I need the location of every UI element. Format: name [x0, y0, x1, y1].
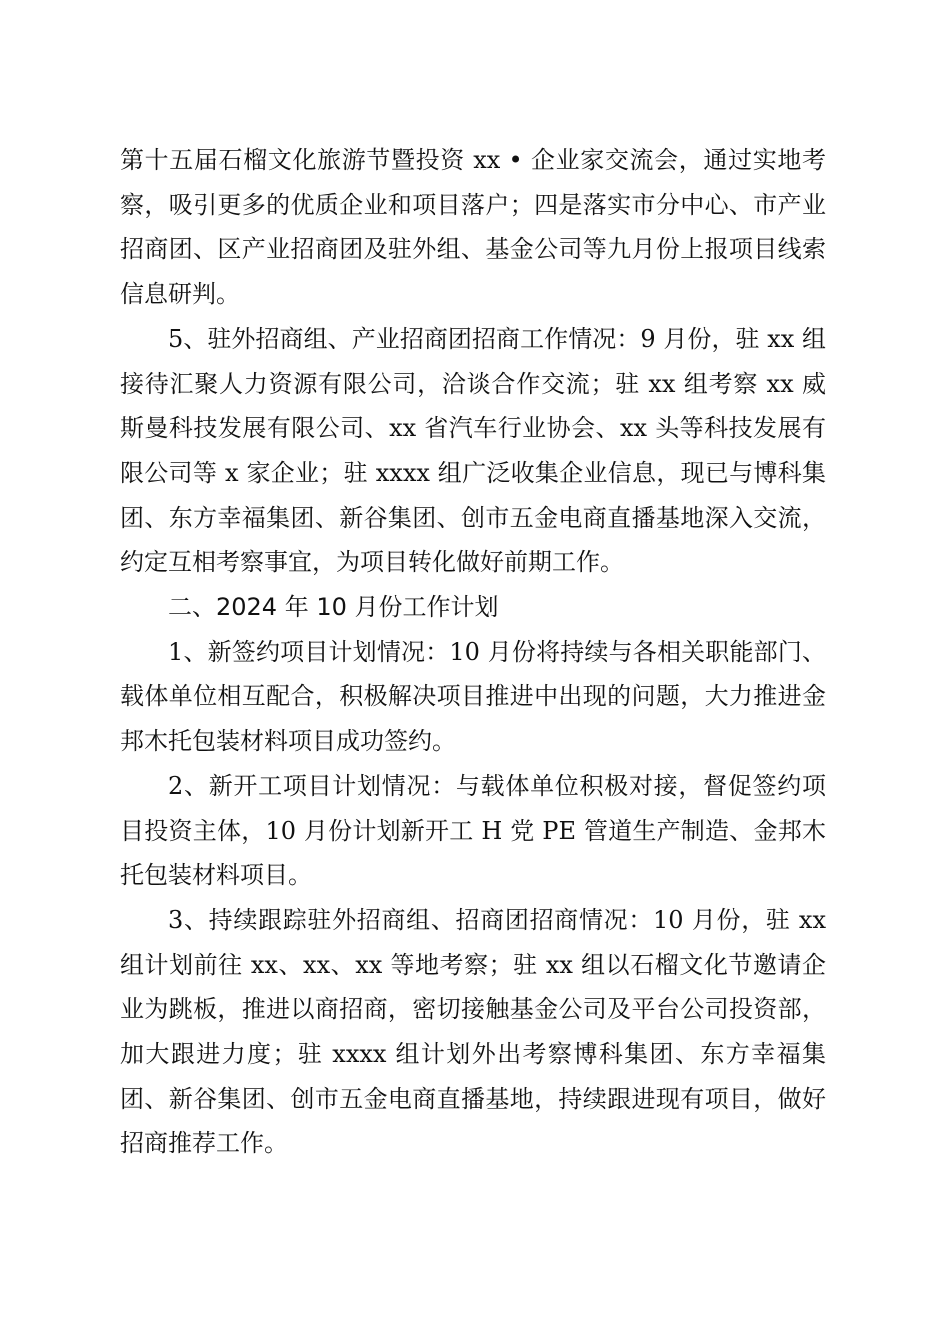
paragraph-item-2: 2、新开工项目计划情况：与载体单位积极对接，督促签约项目投资主体，10 月份计划新开工 H 党 PE 管道生产制造、金邦木托包装材料项目。: [120, 771, 826, 890]
document-page: [120, 138, 826, 1166]
paragraph-item-5: 5、驻外招商组、产业招商团招商工作情况：9 月份，驻 xx 组接待汇聚人力资源有限公司，洽谈合作交流；驻 xx 组考察 xx 威斯曼科技发展有限公司、xx 省汽车行业协会、xx 头等科技发展有限公司等 x 家企业；驻 xxxx 组广泛收集企业信息，现已与博科集团、东方幸福集团、新谷集团、创市五金电商直播基地深入交流，约定互相考察事宜，为项目转化做好前期工作。: [120, 324, 826, 577]
paragraph-continuation: 第十五届石榴文化旅游节暨投资 xx • 企业家交流会，通过实地考察，吸引更多的优质企业和项目落户；四是落实市分中心、市产业招商团、区产业招商团及驻外组、基金公司等九月份上报项目线索信息研判。: [120, 146, 826, 309]
paragraph-item-3: 3、持续跟踪驻外招商组、招商团招商情况：10 月份，驻 xx 组计划前往 xx、xx、xx 等地考察；驻 xx 组以石榴文化节邀请企业为跳板，推进以商招商，密切接触基金公司及平台公司投资部，加大跟进力度；驻 xxxx 组计划外出考察博科集团、东方幸福集团、新谷集团、创市五金电商直播基地，持续跟进现有项目，做好招商推荐工作。: [120, 905, 826, 1158]
paragraph-item-1: 1、新签约项目计划情况：10 月份将持续与各相关职能部门、载体单位相互配合，积极解决项目推进中出现的问题，大力推进金邦木托包装材料项目成功签约。: [120, 637, 826, 756]
section-heading-october-plan: 二、2024 年 10 月份工作计划: [168, 593, 499, 622]
